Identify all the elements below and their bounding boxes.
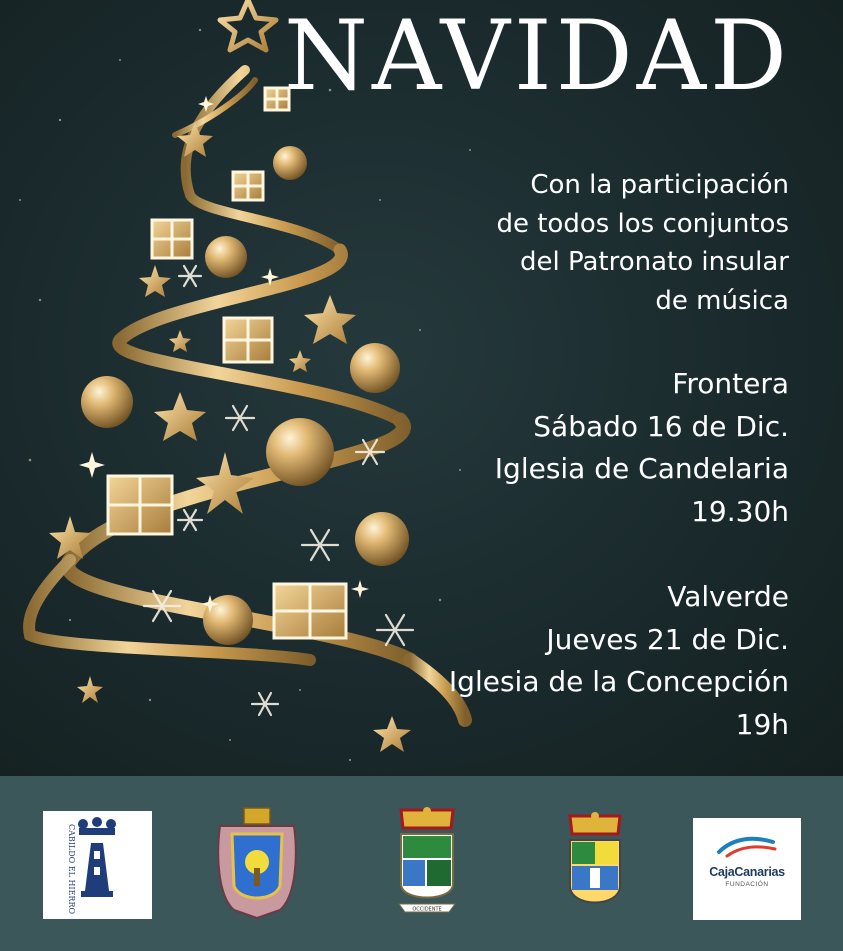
event-time: 19.30h — [691, 494, 789, 528]
intro-line: Con la participación — [530, 170, 789, 200]
event-town: Valverde — [667, 580, 789, 613]
el-pinar-ribbon-text: OCCIDENTE — [412, 906, 442, 913]
cajacanarias-name: CajaCanarias — [709, 865, 785, 879]
christmas-tree-illustration — [0, 0, 500, 776]
cabildo-lighthouse-emblem — [43, 811, 152, 919]
frontera-crest-icon — [214, 806, 300, 920]
event-date: Jueves 21 de Dic. — [546, 622, 789, 656]
el-pinar-crest-icon — [395, 806, 459, 920]
event-frontera — [495, 363, 789, 533]
valverde-crest-icon — [564, 810, 626, 918]
event-town: Frontera — [672, 367, 789, 400]
el-pinar-coat-of-arms — [395, 806, 459, 920]
intro-line: de todos los conjuntos — [496, 208, 789, 239]
event-valverde — [449, 576, 789, 746]
intro-text — [496, 166, 789, 320]
cabildo-el-hierro-logo — [43, 811, 152, 919]
event-venue: Iglesia de la Concepción — [448, 665, 789, 698]
intro-line: de música — [655, 285, 789, 316]
intro-line: del Patronato insular — [519, 247, 789, 277]
event-date: Sábado 16 de Dic. — [533, 409, 789, 443]
cajacanarias-wave-icon — [693, 818, 801, 858]
event-venue: Iglesia de Candelaria — [494, 452, 789, 485]
cajacanarias-fundacion-logo — [693, 818, 801, 920]
valverde-coat-of-arms — [564, 810, 626, 918]
event-time: 19h — [735, 707, 789, 741]
cajacanarias-subtitle: FUNDACIÓN — [725, 881, 769, 888]
cabildo-text-left: CABILDO EL HIERRO — [67, 823, 76, 915]
frontera-coat-of-arms — [214, 806, 300, 920]
page-title: NAVIDAD — [283, 0, 791, 112]
